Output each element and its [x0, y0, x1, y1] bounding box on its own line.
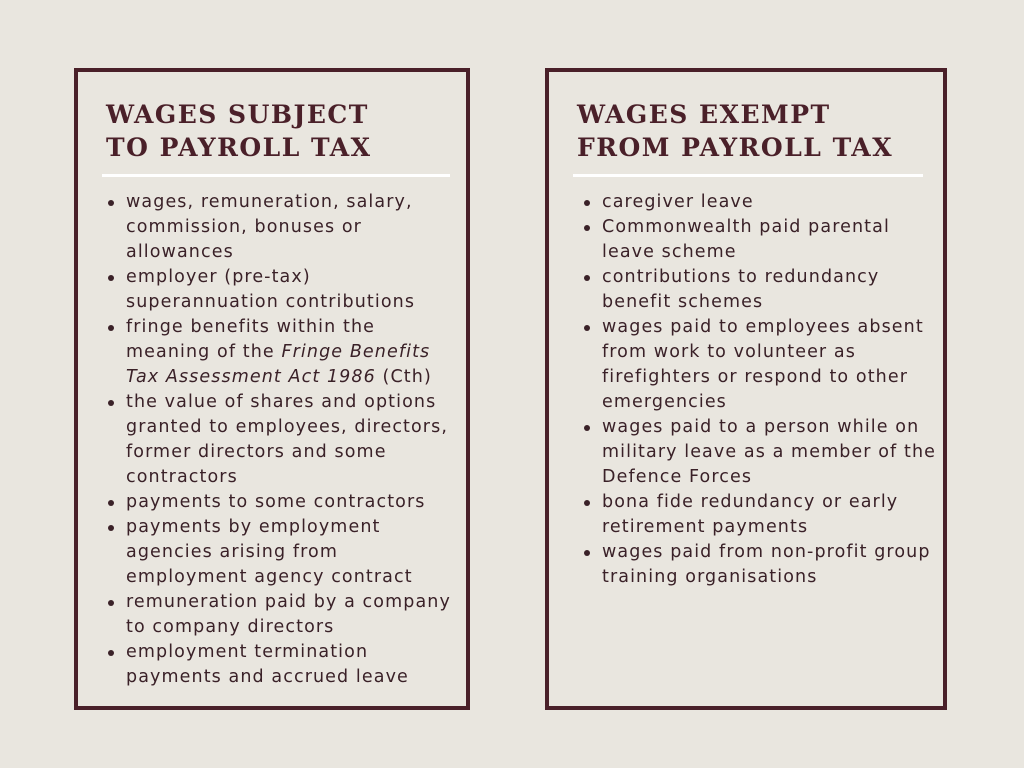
wages-subject-title	[106, 98, 372, 164]
list-item: wages, remuneration, salary, commission, bonuses or allowances	[106, 190, 458, 265]
list-item	[106, 315, 458, 390]
wages-exempt-panel	[545, 68, 947, 710]
list-item: caregiver leave	[582, 190, 944, 215]
list-item: payments to some contractors	[106, 490, 458, 515]
list-item: Commonwealth paid parental leave scheme	[582, 215, 944, 265]
title-line-1: WAGES SUBJECT	[106, 100, 369, 129]
list-item-text: fringe benefits within the meaning of the	[126, 317, 376, 362]
list-item: employer (pre-tax) superannuation contributions	[106, 265, 458, 315]
wages-exempt-list	[582, 190, 944, 590]
wages-exempt-title	[577, 98, 893, 164]
list-item: remuneration paid by a company to company directors	[106, 590, 458, 640]
wages-subject-panel	[74, 68, 470, 710]
list-item: contributions to redundancy benefit schemes	[582, 265, 944, 315]
title-divider	[102, 174, 450, 177]
title-line-2: FROM PAYROLL TAX	[577, 133, 894, 162]
list-item: wages paid from non-profit group training organisations	[582, 540, 944, 590]
title-line-2: TO PAYROLL TAX	[106, 133, 372, 162]
list-item-text: (Cth)	[375, 367, 432, 387]
list-item: payments by employment agencies arising from employment agency contract	[106, 515, 458, 590]
list-item: wages paid to employees absent from work to volunteer as firefighters or respond to other emergencies	[582, 315, 944, 415]
list-item: employment termination payments and accrued leave	[106, 640, 458, 690]
title-divider	[573, 174, 923, 177]
wages-subject-list	[106, 190, 458, 690]
title-line-1: WAGES EXEMPT	[577, 100, 831, 129]
act-name: Fringe Benefits Tax Assessment Act 1986	[126, 342, 431, 387]
list-item: the value of shares and options granted to employees, directors, former directors and some contractors	[106, 390, 458, 490]
list-item: bona fide redundancy or early retirement payments	[582, 490, 944, 540]
list-item: wages paid to a person while on military leave as a member of the Defence Forces	[582, 415, 944, 490]
